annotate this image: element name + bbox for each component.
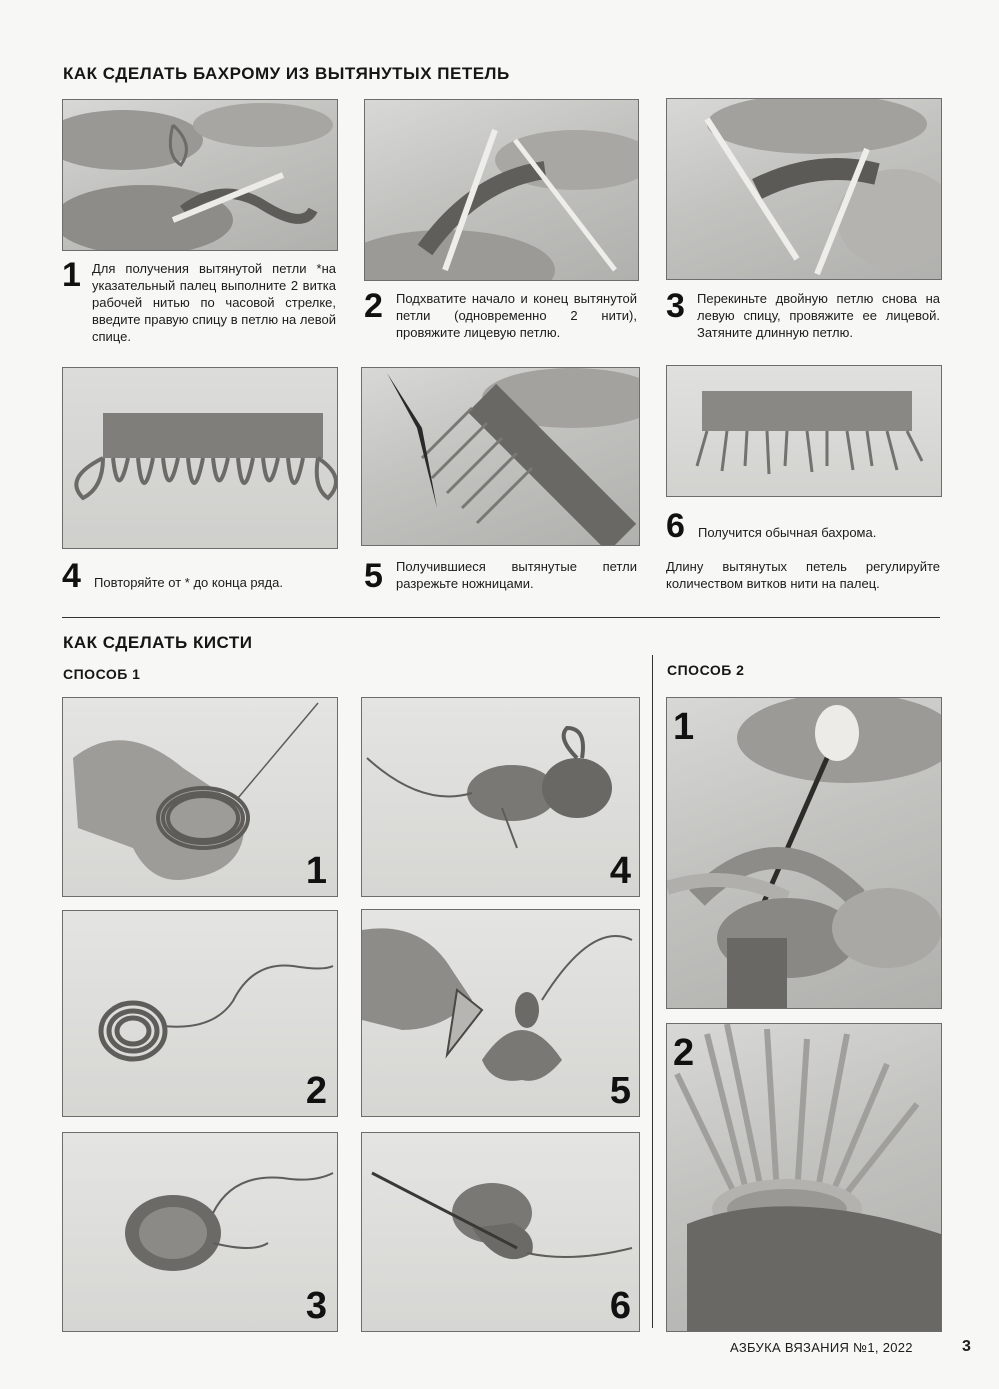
method-1-title: СПОСОБ 1 <box>63 666 141 682</box>
tassel-m1-photo-1-number: 1 <box>305 850 327 892</box>
fringe-step-3-number: 3 <box>666 287 685 325</box>
fringe-step-1-text: Для получения вытянутой петли *на указательный палец выполните 2 витка рабочей нитью по часовой стрелке, введите правую спицу в петлю на левой спице. <box>92 261 336 344</box>
photo-tassel-m1-3 <box>62 1132 338 1332</box>
tassel-m1-photo-2-number: 2 <box>305 1070 327 1112</box>
fringe-step-3-text: Перекиньте двойную петлю снова на левую спицу, провяжите ее лицевой. Затяните длинную петлю. <box>697 291 940 340</box>
photo-tassel-m1-4 <box>361 697 640 897</box>
tassel-m2-photo-1-number: 1 <box>673 706 695 748</box>
tassels-title: КАК СДЕЛАТЬ КИСТИ <box>63 633 253 652</box>
photo-tassel-m1-5 <box>361 909 640 1117</box>
section-divider <box>62 617 940 618</box>
tassel-m1-photo-5-number: 5 <box>609 1070 631 1112</box>
photo-tassel-m2-1 <box>666 697 942 1009</box>
photo-fringe-step-2 <box>364 99 639 281</box>
fringe-title: КАК СДЕЛАТЬ БАХРОМУ ИЗ ВЫТЯНУТЫХ ПЕТЕЛЬ <box>63 64 510 83</box>
fringe-step-2-text: Подхватите начало и конец вытянутой петли (одновременно 2 нити), провяжите лицевую петлю. <box>396 291 637 340</box>
method-2-title: СПОСОБ 2 <box>667 662 745 678</box>
fringe-length-note: Длину вытянутых петель регулируйте количеством витков нити на палец. <box>666 559 940 591</box>
publication-name: АЗБУКА ВЯЗАНИЯ №1, 2022 <box>730 1340 913 1355</box>
fringe-step-4-number: 4 <box>62 557 81 595</box>
method-divider <box>652 655 653 1328</box>
fringe-step-6-number: 6 <box>666 507 685 545</box>
tassel-m2-photo-2-number: 2 <box>673 1032 695 1074</box>
tassel-m1-photo-6-number: 6 <box>609 1285 631 1327</box>
photo-tassel-m2-2 <box>666 1023 942 1332</box>
photo-fringe-step-6 <box>666 365 942 497</box>
fringe-step-5-number: 5 <box>364 557 383 595</box>
page-number: 3 <box>962 1338 971 1355</box>
photo-fringe-step-1 <box>62 99 338 251</box>
fringe-step-5-text: Получившиеся вытянутые петли разрежьте ножницами. <box>396 559 637 591</box>
fringe-step-4-text: Повторяйте от * до конца ряда. <box>94 575 283 590</box>
tassel-m1-photo-3-number: 3 <box>305 1285 327 1327</box>
photo-fringe-step-3 <box>666 98 942 280</box>
tassel-m1-photo-4-number: 4 <box>609 850 631 892</box>
fringe-step-1-number: 1 <box>62 256 81 294</box>
fringe-step-2-number: 2 <box>364 287 383 325</box>
photo-fringe-step-5 <box>361 367 640 546</box>
fringe-step-6-text: Получится обычная бахрома. <box>698 525 877 540</box>
photo-tassel-m1-6 <box>361 1132 640 1332</box>
photo-fringe-step-4 <box>62 367 338 549</box>
photo-tassel-m1-2 <box>62 910 338 1117</box>
photo-tassel-m1-1 <box>62 697 338 897</box>
